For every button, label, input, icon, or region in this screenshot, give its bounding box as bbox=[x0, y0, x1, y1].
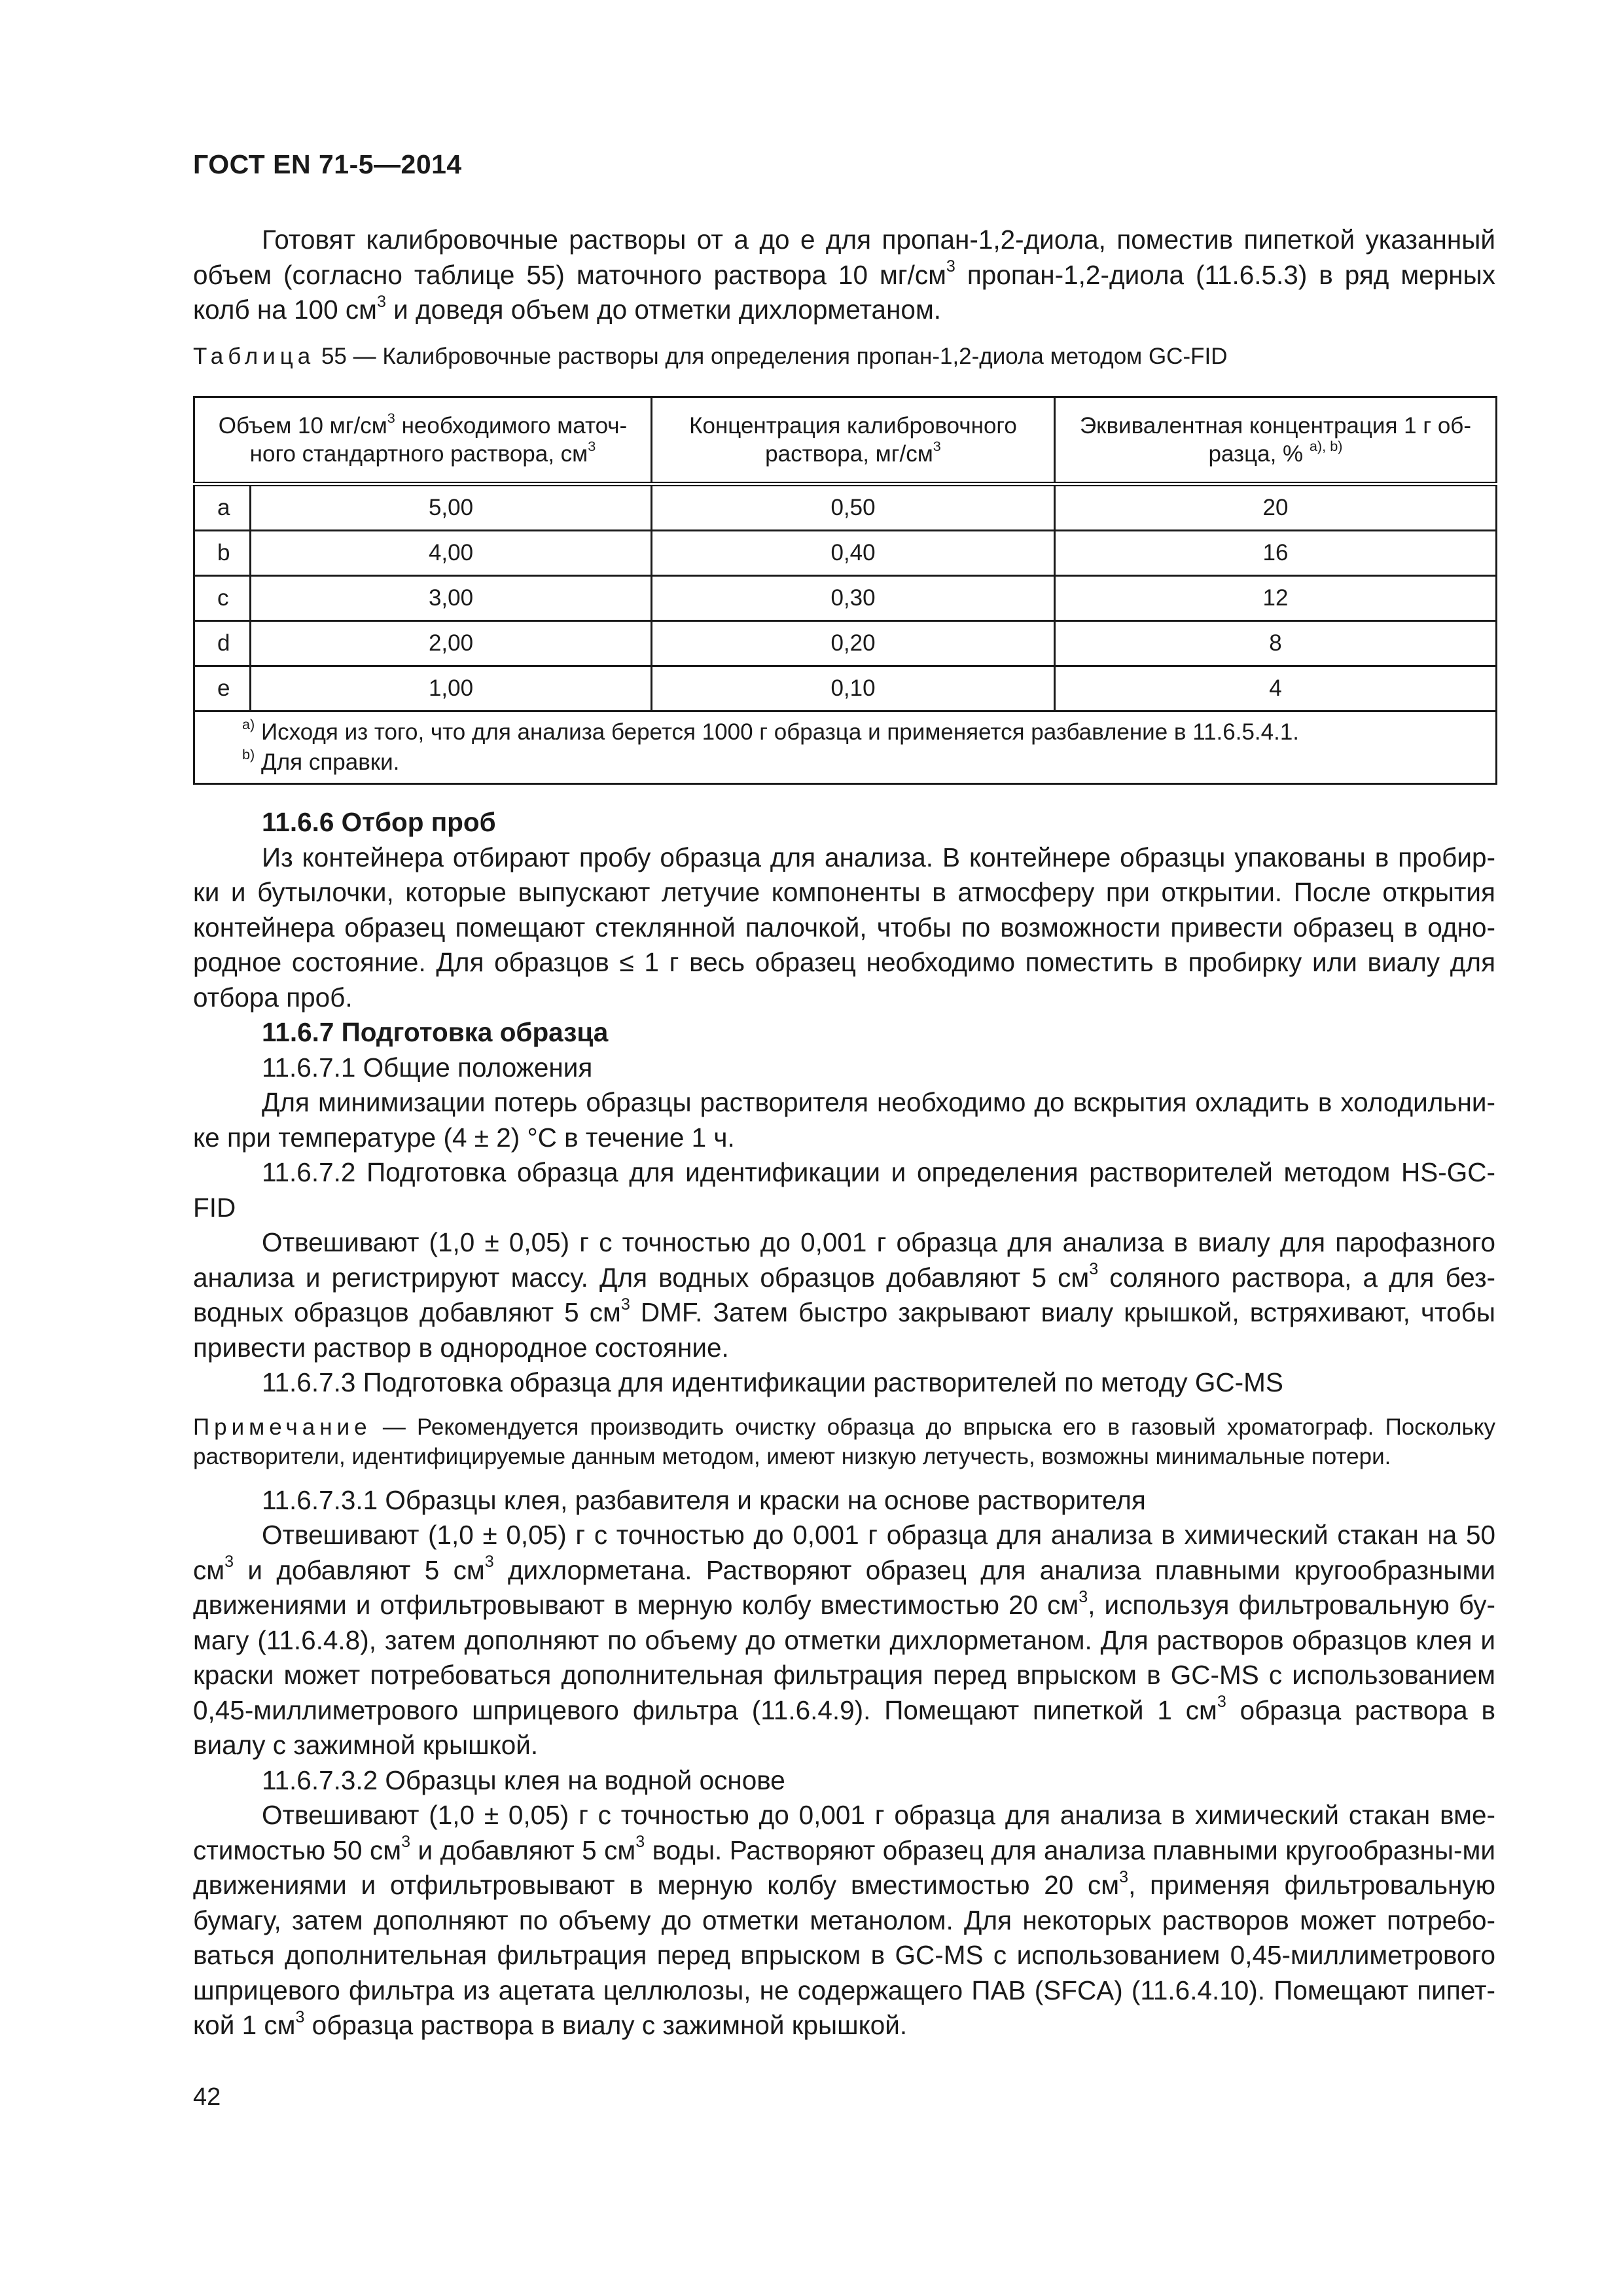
table-caption-label: Таблица bbox=[193, 344, 315, 369]
cell-concentration: 0,40 bbox=[652, 531, 1055, 576]
sub32-text-2: и добавляют 5 см bbox=[410, 1835, 636, 1865]
sub31-text-5: образца раствора в виалу с зажимной крышкой. bbox=[193, 1695, 1495, 1760]
header-volume-sup2: 3 bbox=[588, 438, 596, 455]
table-row bbox=[194, 531, 1497, 576]
header-concentration-text: Концентрация калибровочного раствора, мг/см bbox=[689, 413, 1017, 467]
table-row bbox=[194, 621, 1497, 666]
sub31-sup-3: 3 bbox=[1079, 1587, 1088, 1606]
table-header-row bbox=[194, 397, 1497, 484]
subsection-heading-11-6-7-3: 11.6.7.3 Подготовка образца для идентификации растворителей по методу GC-MS bbox=[262, 1367, 1283, 1397]
cell-equivalent: 16 bbox=[1055, 531, 1497, 576]
main-body bbox=[193, 805, 1495, 2043]
header-concentration bbox=[652, 397, 1055, 484]
calibration-table bbox=[193, 396, 1497, 785]
subsection-11-6-7-1-text: Для минимизации потерь образцы растворителя необходимо до вскрытия охладить в холодильни-ке при температуре (4 ± 2) °C в течение 1 ч. bbox=[193, 1087, 1495, 1153]
row-label: e bbox=[194, 666, 251, 711]
cell-equivalent: 20 bbox=[1055, 484, 1497, 531]
cell-concentration: 0,50 bbox=[652, 484, 1055, 531]
intro-block bbox=[193, 223, 1495, 328]
header-equivalent-sup: а), b) bbox=[1309, 438, 1343, 455]
subsection-11-6-7-2-text bbox=[193, 1225, 1495, 1365]
table-row bbox=[194, 666, 1497, 711]
document-header: ГОСТ EN 71-5—2014 bbox=[193, 149, 462, 179]
sub2-text-3: DMF. Затем быстро закрывают виалу крышкой, встряхивают, чтобы привести раствор в однородное состояние. bbox=[193, 1297, 1495, 1363]
intro-paragraph bbox=[193, 223, 1495, 328]
cell-equivalent: 12 bbox=[1055, 576, 1497, 621]
cell-volume: 2,00 bbox=[251, 621, 652, 666]
cell-concentration: 0,30 bbox=[652, 576, 1055, 621]
sub2-text-1: Отвешивают (1,0 ± 0,05) г с точностью до 0,001 г образца для анализа в виалу для парофазного анализа и регистрируют массу. Для водных образцов добавляют 5 см bbox=[193, 1227, 1495, 1293]
row-label: a bbox=[194, 484, 251, 531]
footnote-a-text: Исходя из того, что для анализа берется 1000 г образца и применяется разбавление в 11.6.5.4.1. bbox=[255, 719, 1300, 745]
subsection-11-6-7-3-2-text bbox=[193, 1798, 1495, 2043]
note-label: Примечание bbox=[193, 1414, 372, 1440]
header-equivalent bbox=[1055, 397, 1497, 484]
cell-volume: 1,00 bbox=[251, 666, 652, 711]
intro-sup-1: 3 bbox=[946, 257, 955, 276]
footnote-b bbox=[242, 747, 1495, 778]
header-concentration-sup: 3 bbox=[933, 438, 941, 455]
header-volume-text-a: Объем 10 мг/см bbox=[218, 413, 387, 439]
sub32-text-3: воды. Растворяют образец для анализа плавными кругообразны-ми движениями и отфильтровывают в мерную колбу вместимостью 20 см bbox=[193, 1835, 1495, 1900]
cell-concentration: 0,20 bbox=[652, 621, 1055, 666]
subsection-heading-11-6-7-2: 11.6.7.2 Подготовка образца для идентификации и определения растворителей методом HS-GC-FID bbox=[193, 1157, 1495, 1223]
footnote-b-mark: b) bbox=[242, 746, 255, 763]
subsection-heading-11-6-7-3-1: 11.6.7.3.1 Образцы клея, разбавителя и краски на основе растворителя bbox=[262, 1484, 1146, 1515]
header-volume bbox=[194, 397, 652, 484]
table-caption-text: 55 — Калибровочные растворы для определения пропан-1,2-диола методом GC-FID bbox=[315, 344, 1228, 369]
sub32-text-4: , применяя фильтровальную бумагу, затем дополняют по объему до отметки метанолом. Для некоторых растворов может потребо-ваться дополнительная фильтрация перед впрыском в GC-MS с использованием 0,45-миллиметрового шприцевого фильтра из ацетата целлюлозы, не содержащего ПАВ (SFCA) (11.6.4.10). Помещают пипет-кой 1 см bbox=[193, 1870, 1495, 2040]
sub31-text-1: Отвешивают (1,0 ± 0,05) г с точностью до 0,001 г образца для анализа в химический стакан на 50 см bbox=[193, 1520, 1495, 1585]
cell-equivalent: 4 bbox=[1055, 666, 1497, 711]
row-label: c bbox=[194, 576, 251, 621]
table-footnotes bbox=[194, 711, 1497, 784]
sub31-text-4: , используя фильтровальную бу-магу (11.6.4.8), затем дополняют по объему до отметки дихлорметаном. Для растворов образцов клея и краски может потребоваться дополнительная фильтрация перед впрыском в GC-MS с использованием 0,45-миллиметрового шприцевого фильтра (11.6.4.9). Помещают пипеткой 1 см bbox=[193, 1590, 1496, 1725]
row-label: b bbox=[194, 531, 251, 576]
table-footnotes-row bbox=[194, 711, 1497, 784]
subsection-heading-11-6-7-1: 11.6.7.1 Общие положения bbox=[262, 1052, 593, 1083]
document-page bbox=[193, 0, 1495, 2296]
sub31-sup-4: 3 bbox=[1217, 1693, 1226, 1712]
intro-text-3: и доведя объем до отметки дихлорметаном. bbox=[385, 295, 942, 325]
sub31-text-2: и добавляют 5 см bbox=[234, 1554, 485, 1585]
footnote-b-text: Для справки. bbox=[255, 749, 400, 775]
cell-volume: 5,00 bbox=[251, 484, 652, 531]
row-label: d bbox=[194, 621, 251, 666]
sub2-text-2: соляного раствора, а для без-водных образцов добавляют 5 см bbox=[193, 1262, 1495, 1327]
footnote-a bbox=[242, 717, 1495, 747]
sub32-text-5: образца раствора в виалу с зажимной крышкой. bbox=[304, 2010, 908, 2040]
intro-text-2: пропан-1,2-диола (11.6.5.3) в ряд мерных колб на 100 см bbox=[193, 259, 1495, 325]
cell-volume: 4,00 bbox=[251, 531, 652, 576]
subsection-11-6-7-3-1-text bbox=[193, 1518, 1495, 1763]
sub32-sup-3: 3 bbox=[1119, 1867, 1129, 1886]
sub32-sup-1: 3 bbox=[401, 1833, 411, 1852]
subsection-heading-11-6-7-3-2: 11.6.7.3.2 Образцы клея на водной основе bbox=[262, 1765, 785, 1795]
header-volume-sup: 3 bbox=[387, 410, 395, 427]
table-row bbox=[194, 576, 1497, 621]
cell-volume: 3,00 bbox=[251, 576, 652, 621]
sub31-sup-1: 3 bbox=[224, 1552, 234, 1571]
sub2-sup-2: 3 bbox=[620, 1295, 630, 1314]
sub2-sup-1: 3 bbox=[1089, 1260, 1099, 1279]
sub31-text-3: дихлорметана. Растворяют образец для анализа плавными кругообразными движениями и отфильтровывают в мерную колбу вместимостью 20 см bbox=[193, 1554, 1495, 1620]
intro-sup-2: 3 bbox=[376, 292, 386, 311]
cell-equivalent: 8 bbox=[1055, 621, 1497, 666]
sub32-sup-4: 3 bbox=[295, 2007, 305, 2026]
sub32-text-1: Отвешивают (1,0 ± 0,05) г с точностью до 0,001 г образца для анализа в химический стакан вме-стимостью 50 см bbox=[193, 1800, 1495, 1865]
page-number: 42 bbox=[193, 2083, 221, 2111]
sub31-sup-2: 3 bbox=[484, 1552, 494, 1571]
note-text: — Рекомендуется производить очистку образца до впрыска его в газовый хроматограф. Поскольку растворители, идентифицируемые данным методом, имеют низкую летучесть, возможны минимальные потери. bbox=[193, 1414, 1495, 1469]
note-block bbox=[193, 1412, 1495, 1471]
table-row bbox=[194, 484, 1497, 531]
section-heading-11-6-6: 11.6.6 Отбор проб bbox=[262, 807, 496, 837]
cell-concentration: 0,10 bbox=[652, 666, 1055, 711]
intro-text-1: Готовят калибровочные растворы от а до е для пропан-1,2-диола, поместив пипеткой указанный объем (согласно таблице 55) маточного раствора 10 мг/см bbox=[193, 224, 1495, 290]
header-volume-text-b: необходимого маточ-ного стандартного раствора, см bbox=[249, 413, 628, 467]
header-equivalent-text: Эквивалентная концентрация 1 г об-разца, % bbox=[1079, 413, 1472, 467]
table-caption bbox=[193, 342, 1495, 371]
footnote-a-mark: а) bbox=[242, 716, 255, 733]
section-11-6-6-text: Из контейнера отбирают пробу образца для анализа. В контейнере образцы упакованы в пробир-ки и бутылочки, которые выпускают летучие компоненты в атмосферу при открытии. После открытия контейнера образец помещают стеклянной палочкой, чтобы по возможности привести образец в одно-родное состояние. Для образцов ≤ 1 г весь образец необходимо поместить в пробирку или виалу для отбора проб. bbox=[193, 842, 1495, 1013]
sub32-sup-2: 3 bbox=[635, 1833, 645, 1852]
section-heading-11-6-7: 11.6.7 Подготовка образца bbox=[262, 1017, 609, 1047]
